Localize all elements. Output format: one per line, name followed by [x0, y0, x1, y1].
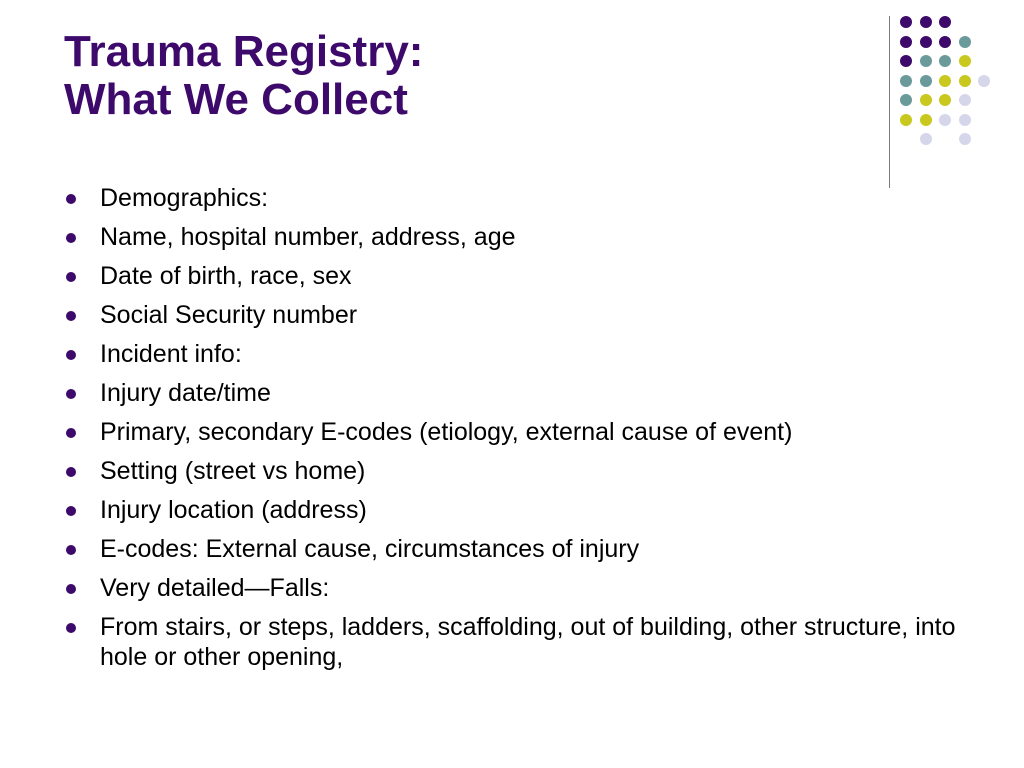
- bullet-text: Name, hospital number, address, age: [100, 223, 516, 251]
- bullet-dot-icon: [66, 389, 76, 399]
- decorative-dot: [939, 16, 951, 28]
- bullet-text: Setting (street vs home): [100, 457, 366, 485]
- bullet-text: Incident info:: [100, 340, 242, 368]
- decorative-dot: [939, 36, 951, 48]
- bullet-list: [64, 183, 964, 681]
- bullet-dot-icon: [66, 584, 76, 594]
- bullet-item: [64, 456, 964, 486]
- slide-title: [64, 28, 864, 124]
- decorative-dot: [939, 114, 951, 126]
- bullet-text: Date of birth, race, sex: [100, 262, 352, 290]
- decorative-dot: [959, 94, 971, 106]
- title-line-1: Trauma Registry:: [64, 27, 424, 76]
- decorative-dot: [959, 133, 971, 145]
- decorative-dot: [959, 75, 971, 87]
- bullet-item: [64, 573, 964, 603]
- bullet-dot-icon: [66, 428, 76, 438]
- title-line-2: What We Collect: [64, 75, 408, 124]
- decorative-dot: [978, 75, 990, 87]
- decorative-dot: [900, 94, 912, 106]
- bullet-dot-icon: [66, 467, 76, 477]
- bullet-dot-icon: [66, 623, 76, 633]
- bullet-dot-icon: [66, 233, 76, 243]
- bullet-text: Social Security number: [100, 301, 358, 329]
- bullet-item: [64, 612, 964, 672]
- bullet-dot-icon: [66, 506, 76, 516]
- decorative-dot: [959, 36, 971, 48]
- decorative-dot: [900, 114, 912, 126]
- decorative-dot: [900, 36, 912, 48]
- bullet-dot-icon: [66, 311, 76, 321]
- bullet-item: [64, 495, 964, 525]
- bullet-text: Demographics:: [100, 184, 269, 212]
- decorative-dot: [920, 55, 932, 67]
- bullet-dot-icon: [66, 350, 76, 360]
- decorative-dot: [920, 133, 932, 145]
- decorative-dot: [959, 114, 971, 126]
- decorative-dot: [920, 75, 932, 87]
- decorative-dot: [920, 94, 932, 106]
- decorative-dot-grid: [900, 16, 1010, 166]
- decorative-dot: [939, 94, 951, 106]
- bullet-item: [64, 534, 964, 564]
- decorative-dot: [920, 114, 932, 126]
- decorative-dot: [939, 55, 951, 67]
- decorative-dot: [920, 16, 932, 28]
- bullet-item: [64, 222, 964, 252]
- bullet-item: [64, 261, 964, 291]
- decorative-dot: [900, 55, 912, 67]
- bullet-text: From stairs, or steps, ladders, scaffolding, out of building, other structure, into hole or other opening,: [100, 613, 956, 671]
- bullet-item: [64, 183, 964, 213]
- bullet-text: E-codes: External cause, circumstances of injury: [100, 535, 640, 563]
- bullet-item: [64, 300, 964, 330]
- bullet-dot-icon: [66, 272, 76, 282]
- bullet-text: Very detailed—Falls:: [100, 574, 330, 602]
- bullet-text: Primary, secondary E-codes (etiology, external cause of event): [100, 418, 793, 446]
- bullet-text: Injury date/time: [100, 379, 271, 407]
- bullet-text: Injury location (address): [100, 496, 367, 524]
- decorative-dot: [939, 75, 951, 87]
- title-divider: [889, 16, 890, 188]
- decorative-dot: [900, 75, 912, 87]
- bullet-dot-icon: [66, 194, 76, 204]
- bullet-item: [64, 378, 964, 408]
- bullet-item: [64, 339, 964, 369]
- decorative-dot: [920, 36, 932, 48]
- bullet-dot-icon: [66, 545, 76, 555]
- decorative-dot: [900, 16, 912, 28]
- decorative-dot: [959, 55, 971, 67]
- bullet-item: [64, 417, 964, 447]
